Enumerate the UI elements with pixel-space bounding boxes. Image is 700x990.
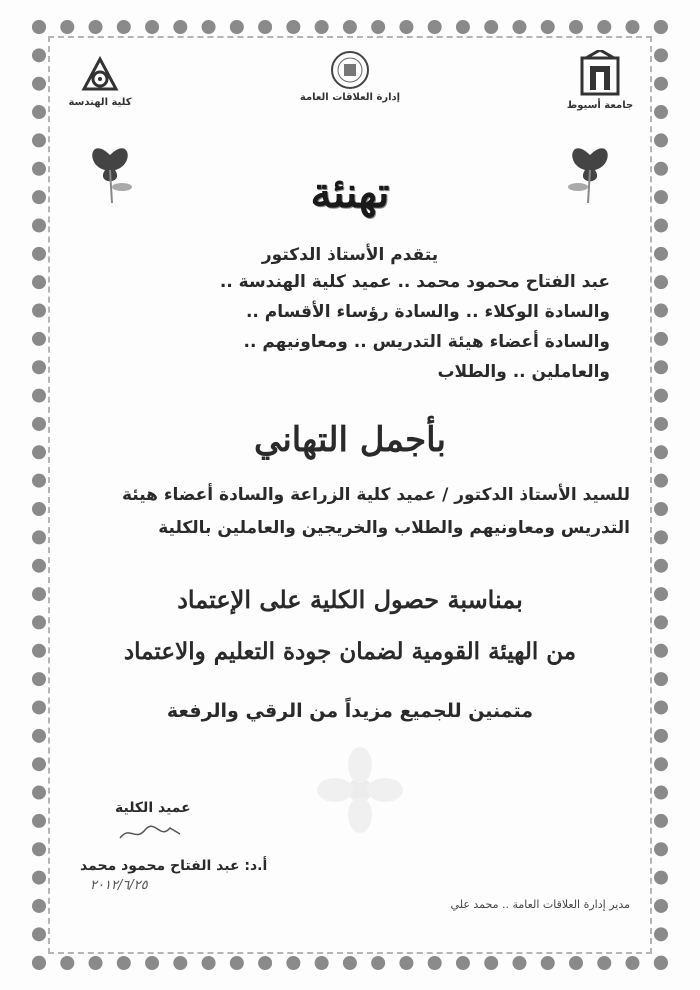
faculty-name: كلية الهندسة <box>68 97 132 108</box>
pr-department-logo <box>275 50 425 103</box>
signature-scribble-icon <box>115 820 185 846</box>
flower-watermark-icon <box>300 740 420 840</box>
handwritten-signature <box>115 820 185 850</box>
signature-title: عميد الكلية <box>115 800 191 816</box>
pr-director-footer: مدير إدارة العلاقات العامة .. محمد علي <box>450 898 630 911</box>
university-logo <box>560 50 640 111</box>
page-title: تهنئة <box>310 168 390 217</box>
flower-watermark <box>300 740 420 844</box>
greeting-heading: بأجمل التهاني <box>254 420 446 460</box>
intro-text: يتقدم الأستاذ الدكتور <box>261 245 439 265</box>
faculty-logo <box>60 55 140 108</box>
occasion-line: بمناسبة حصول الكلية على الإعتماد <box>177 585 523 614</box>
wish-text: متمنين للجميع مزيداً من الرقي والرفعة <box>166 700 534 722</box>
occasion-line: من الهيئة القومية لضمان جودة التعليم والاعتماد <box>123 638 577 665</box>
sender-line: والعاملين .. والطلاب <box>437 362 610 382</box>
certificate-content <box>60 40 640 950</box>
handwritten-date: ٢٠١٢/٦/٢٥ <box>90 878 148 893</box>
recipient-line: للسيد الأستاذ الدكتور / عميد كلية الزراعة والسادة أعضاء هيئة <box>121 485 630 505</box>
pr-seal-icon <box>330 50 370 90</box>
sender-line: والسادة أعضاء هيئة التدريس .. ومعاونيهم .. <box>243 332 610 352</box>
university-name: جامعة أسيوط <box>566 100 634 111</box>
signatory-name: أ.د: عبد الفتاح محمود محمد <box>80 858 268 874</box>
sender-line: عبد الفتاح محمود محمد .. عميد كلية الهندسة .. <box>219 272 610 292</box>
engineering-gear-icon <box>78 55 122 95</box>
university-emblem-icon <box>578 50 622 98</box>
sender-line: والسادة الوكلاء .. والسادة رؤساء الأقسام .. <box>245 302 610 322</box>
recipient-line: التدريس ومعاونيهم والطلاب والخريجين والعاملين بالكلية <box>158 518 630 538</box>
pr-department-name: إدارة العلاقات العامة <box>299 92 401 103</box>
